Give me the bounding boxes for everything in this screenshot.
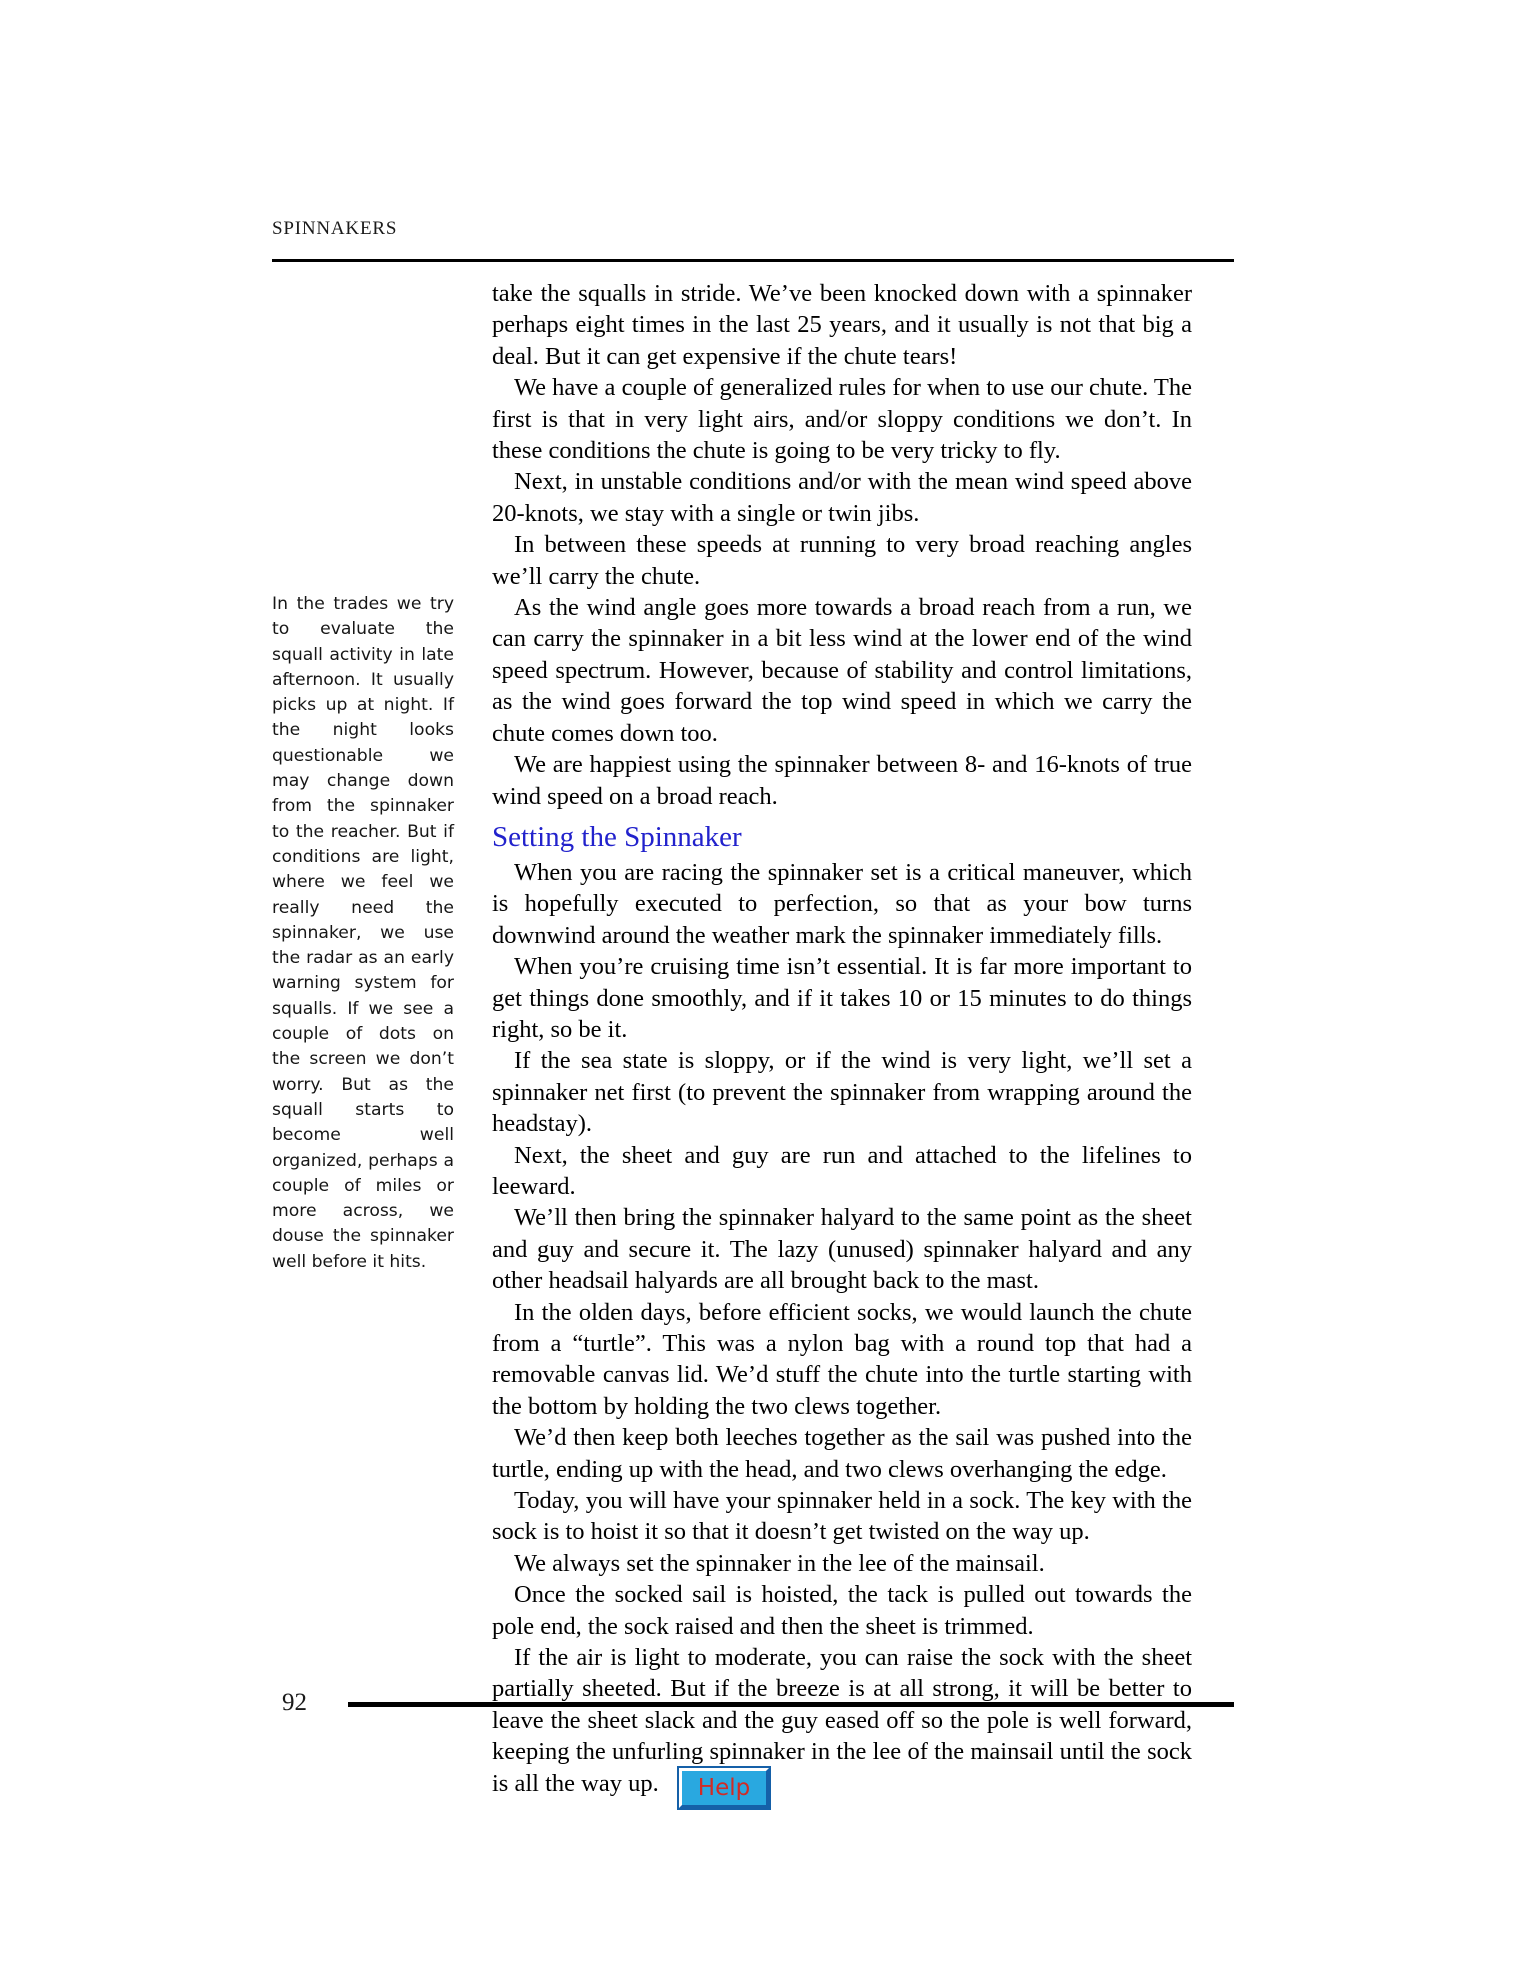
running-head-text: spinnakers xyxy=(272,210,398,240)
section-heading: Setting the Spinnaker xyxy=(492,820,742,853)
page-number: 92 xyxy=(282,1689,307,1716)
help-button-label: Help xyxy=(697,1774,751,1801)
body-paragraph: We’d then keep both leeches together as the sail was pushed into the turtle, ending up with the head, and two clews overhanging the edge. xyxy=(492,1424,1192,1483)
body-paragraph: We have a couple of generalized rules for when to use our chute. The first is that in very light airs, and/or sloppy conditions we don’t. In these conditions the chute is going to be very tricky to fly. xyxy=(492,374,1192,465)
header-divider-rule xyxy=(272,259,1234,262)
body-paragraph: When you’re cruising time isn’t essential. It is far more important to get things done smoothly, and if it takes 10 or 15 minutes to do things right, so be it. xyxy=(492,953,1192,1043)
body-paragraph: As the wind angle goes more towards a broad reach from a run, we can carry the spinnaker in a bit less wind at the lower end of the wind speed spectrum. However, because of stability and control limitations, as the wind goes forward the top wind speed in which we carry the chute comes down too. xyxy=(492,594,1192,747)
body-paragraph: In between these speeds at running to very broad reaching angles we’ll carry the chute. xyxy=(492,531,1192,590)
body-paragraph: We always set the spinnaker in the lee of the mainsail. xyxy=(514,1549,1045,1577)
body-paragraph: Today, you will have your spinnaker held in a sock. The key with the sock is to hoist it so that it doesn’t get twisted on the way up. xyxy=(492,1487,1192,1546)
body-paragraph: Once the socked sail is hoisted, the tack is pulled out towards the pole end, the sock raised and then the sheet is trimmed. xyxy=(492,1581,1192,1640)
body-paragraph: In the olden days, before efficient socks, we would launch the chute from a “turtle”. This was a nylon bag with a round top that had a removable canvas lid. We’d stuff the chute into the turtle starting with the bottom by holding the two clews together. xyxy=(492,1298,1192,1420)
body-paragraph: If the air is light to moderate, you can raise the sock with the sheet partially sheeted. But if the breeze is at all strong, it will be better to leave the sheet slack and the guy eased off so the pole is well forward, keeping the unfurling spinnaker in the lee of the mainsail until the sock is all the way up. xyxy=(492,1644,1192,1797)
body-paragraph: When you are racing the spinnaker set is a critical maneuver, which is hopefully executed to perfection, so that as your bow turns downwind around the weather mark the spinnaker immediately fills. xyxy=(492,858,1192,949)
sidenote-block xyxy=(272,592,454,1275)
body-paragraph: Next, in unstable conditions and/or with the mean wind speed above 20-knots, we stay with a single or twin jibs. xyxy=(492,468,1192,527)
help-button[interactable] xyxy=(679,1768,769,1808)
running-head xyxy=(272,212,1232,252)
body-paragraph: We are happiest using the spinnaker between 8- and 16-knots of true wind speed on a broad reach. xyxy=(492,751,1192,810)
body-paragraph: take the squalls in stride. We’ve been knocked down with a spinnaker perhaps eight times in the last 25 years, and it usually is not that big a deal. But it can get expensive if the chute tears! xyxy=(492,280,1192,370)
body-paragraph: We’ll then bring the spinnaker halyard to the same point as the sheet and guy and secure it. The lazy (unused) spinnaker halyard and any other headsail halyards are all brought back to the mast. xyxy=(492,1204,1192,1295)
sidenote-text: In the trades we try to evaluate the squall activity in late afternoon. It usually picks up at night. If the night looks questionable we may change down from the spinnaker to the reacher. But if conditions are light, where we feel we really need the spinnaker, we use the radar as an early warning system for squalls. If we see a couple of dots on the screen we don’t worry. But as the squall starts to become well organized, perhaps a couple of miles or more across, we douse the spinnaker well before it hits. xyxy=(272,594,454,1272)
main-text-column xyxy=(492,278,1192,1799)
footer-divider-rule xyxy=(348,1702,1234,1707)
body-paragraph: Next, the sheet and guy are run and attached to the lifelines to leeward. xyxy=(492,1141,1192,1200)
body-paragraph: If the sea state is sloppy, or if the wind is very light, we’ll set a spinnaker net first (to prevent the spinnaker from wrapping around the headstay). xyxy=(492,1047,1192,1138)
